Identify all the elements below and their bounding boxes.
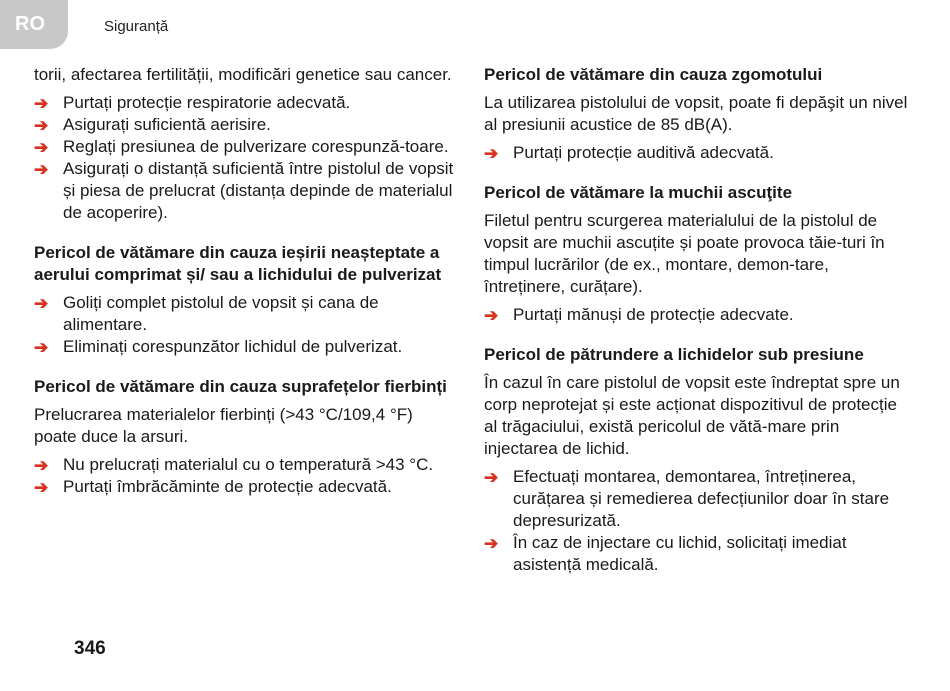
heading-hot-surfaces: Pericol de vătămare din cauza suprafețelor fierbinți	[34, 377, 447, 396]
noise-bullets	[484, 142, 914, 164]
bullet-item: ➔ Efectuați montarea, demontarea, întreținerea, curățarea și remedierea defecțiunilor doar în stare depresurizată.	[484, 467, 890, 530]
heading-compressed-air: Pericol de vătămare din cauza ieșirii neașteptate a aerului comprimat și/ sau a lichidului de pulverizat	[34, 243, 442, 284]
noise-text: La utilizarea pistolului de vopsit, poate fi depăşit un nivel al presiunii acustice de 85 dB(A).	[484, 93, 908, 134]
page-number: 346	[74, 638, 106, 659]
hot-surfaces-bullets	[34, 454, 459, 498]
arrow-right-icon: ➔	[34, 478, 49, 497]
heading-pressurized-liquids: Pericol de pătrundere a lichidelor sub presiune	[484, 345, 864, 364]
bullet-item: ➔ Eliminați corespunzător lichidul de pulverizat.	[34, 337, 403, 357]
bullet-item: ➔ În caz de injectare cu lichid, solicitați imediat asistență medicală.	[484, 533, 847, 574]
pressurized-liquids-bullets	[484, 466, 914, 576]
bullet-item: ➔ Asigurați suficientă aerisire.	[34, 115, 271, 135]
right-column	[484, 64, 914, 576]
arrow-right-icon: ➔	[34, 294, 49, 313]
arrow-right-icon: ➔	[34, 116, 49, 135]
arrow-right-icon: ➔	[34, 338, 49, 357]
bullet-item: ➔ Purtați protecție respiratorie adecvată.	[34, 93, 351, 113]
bullet-item: ➔ Purtați îmbrăcăminte de protecție adecvată.	[34, 477, 392, 497]
arrow-right-icon: ➔	[34, 160, 49, 179]
bullet-item: ➔ Goliți complet pistolul de vopsit și cana de alimentare.	[34, 293, 379, 334]
arrow-right-icon: ➔	[484, 534, 499, 553]
compressed-air-bullets	[34, 292, 459, 358]
section-title: Siguranță	[104, 18, 169, 35]
sharp-edges-text: Filetul pentru scurgerea materialului de la pistolul de vopsit are muchii ascuțite și poate provoca tăie-turi în timpul lucrărilor (de ex., montare, demon-tare, întreținere, curățare).	[484, 211, 885, 296]
bullet-item: ➔ Reglați presiunea de pulverizare corespunză-toare.	[34, 137, 449, 157]
left-column	[34, 64, 459, 498]
intro-text: torii, afectarea fertilității, modificări genetice sau cancer.	[34, 65, 452, 84]
arrow-right-icon: ➔	[34, 456, 49, 475]
arrow-right-icon: ➔	[484, 468, 499, 487]
bullet-item: ➔ Purtați protecție auditivă adecvată.	[484, 143, 774, 163]
bullet-item: ➔ Purtați mănuși de protecție adecvate.	[484, 305, 794, 325]
intro-bullets	[34, 92, 459, 224]
pressurized-liquids-text: În cazul în care pistolul de vopsit este îndreptat spre un corp neprotejat și este acționat dispozitivul de protecție al trăgaciului, există pericolul de vătă-mare prin injectarea de lichid.	[484, 373, 900, 458]
bullet-item: ➔ Nu prelucrați materialul cu o temperatură >43 °C.	[34, 455, 434, 475]
arrow-right-icon: ➔	[34, 94, 49, 113]
sharp-edges-bullets	[484, 304, 914, 326]
arrow-right-icon: ➔	[34, 138, 49, 157]
heading-noise: Pericol de vătămare din cauza zgomotului	[484, 65, 823, 84]
language-tab: RO	[0, 0, 68, 49]
arrow-right-icon: ➔	[484, 306, 499, 325]
bullet-item: ➔ Asigurați o distanță suficientă între pistolul de vopsit și piesa de prelucrat (distanța depinde de materialul de acoperire).	[34, 159, 454, 222]
arrow-right-icon: ➔	[484, 144, 499, 163]
hot-surfaces-text: Prelucrarea materialelor fierbinți (>43 °C/109,4 °F) poate duce la arsuri.	[34, 405, 413, 446]
heading-sharp-edges: Pericol de vătămare la muchii ascuţite	[484, 183, 793, 202]
